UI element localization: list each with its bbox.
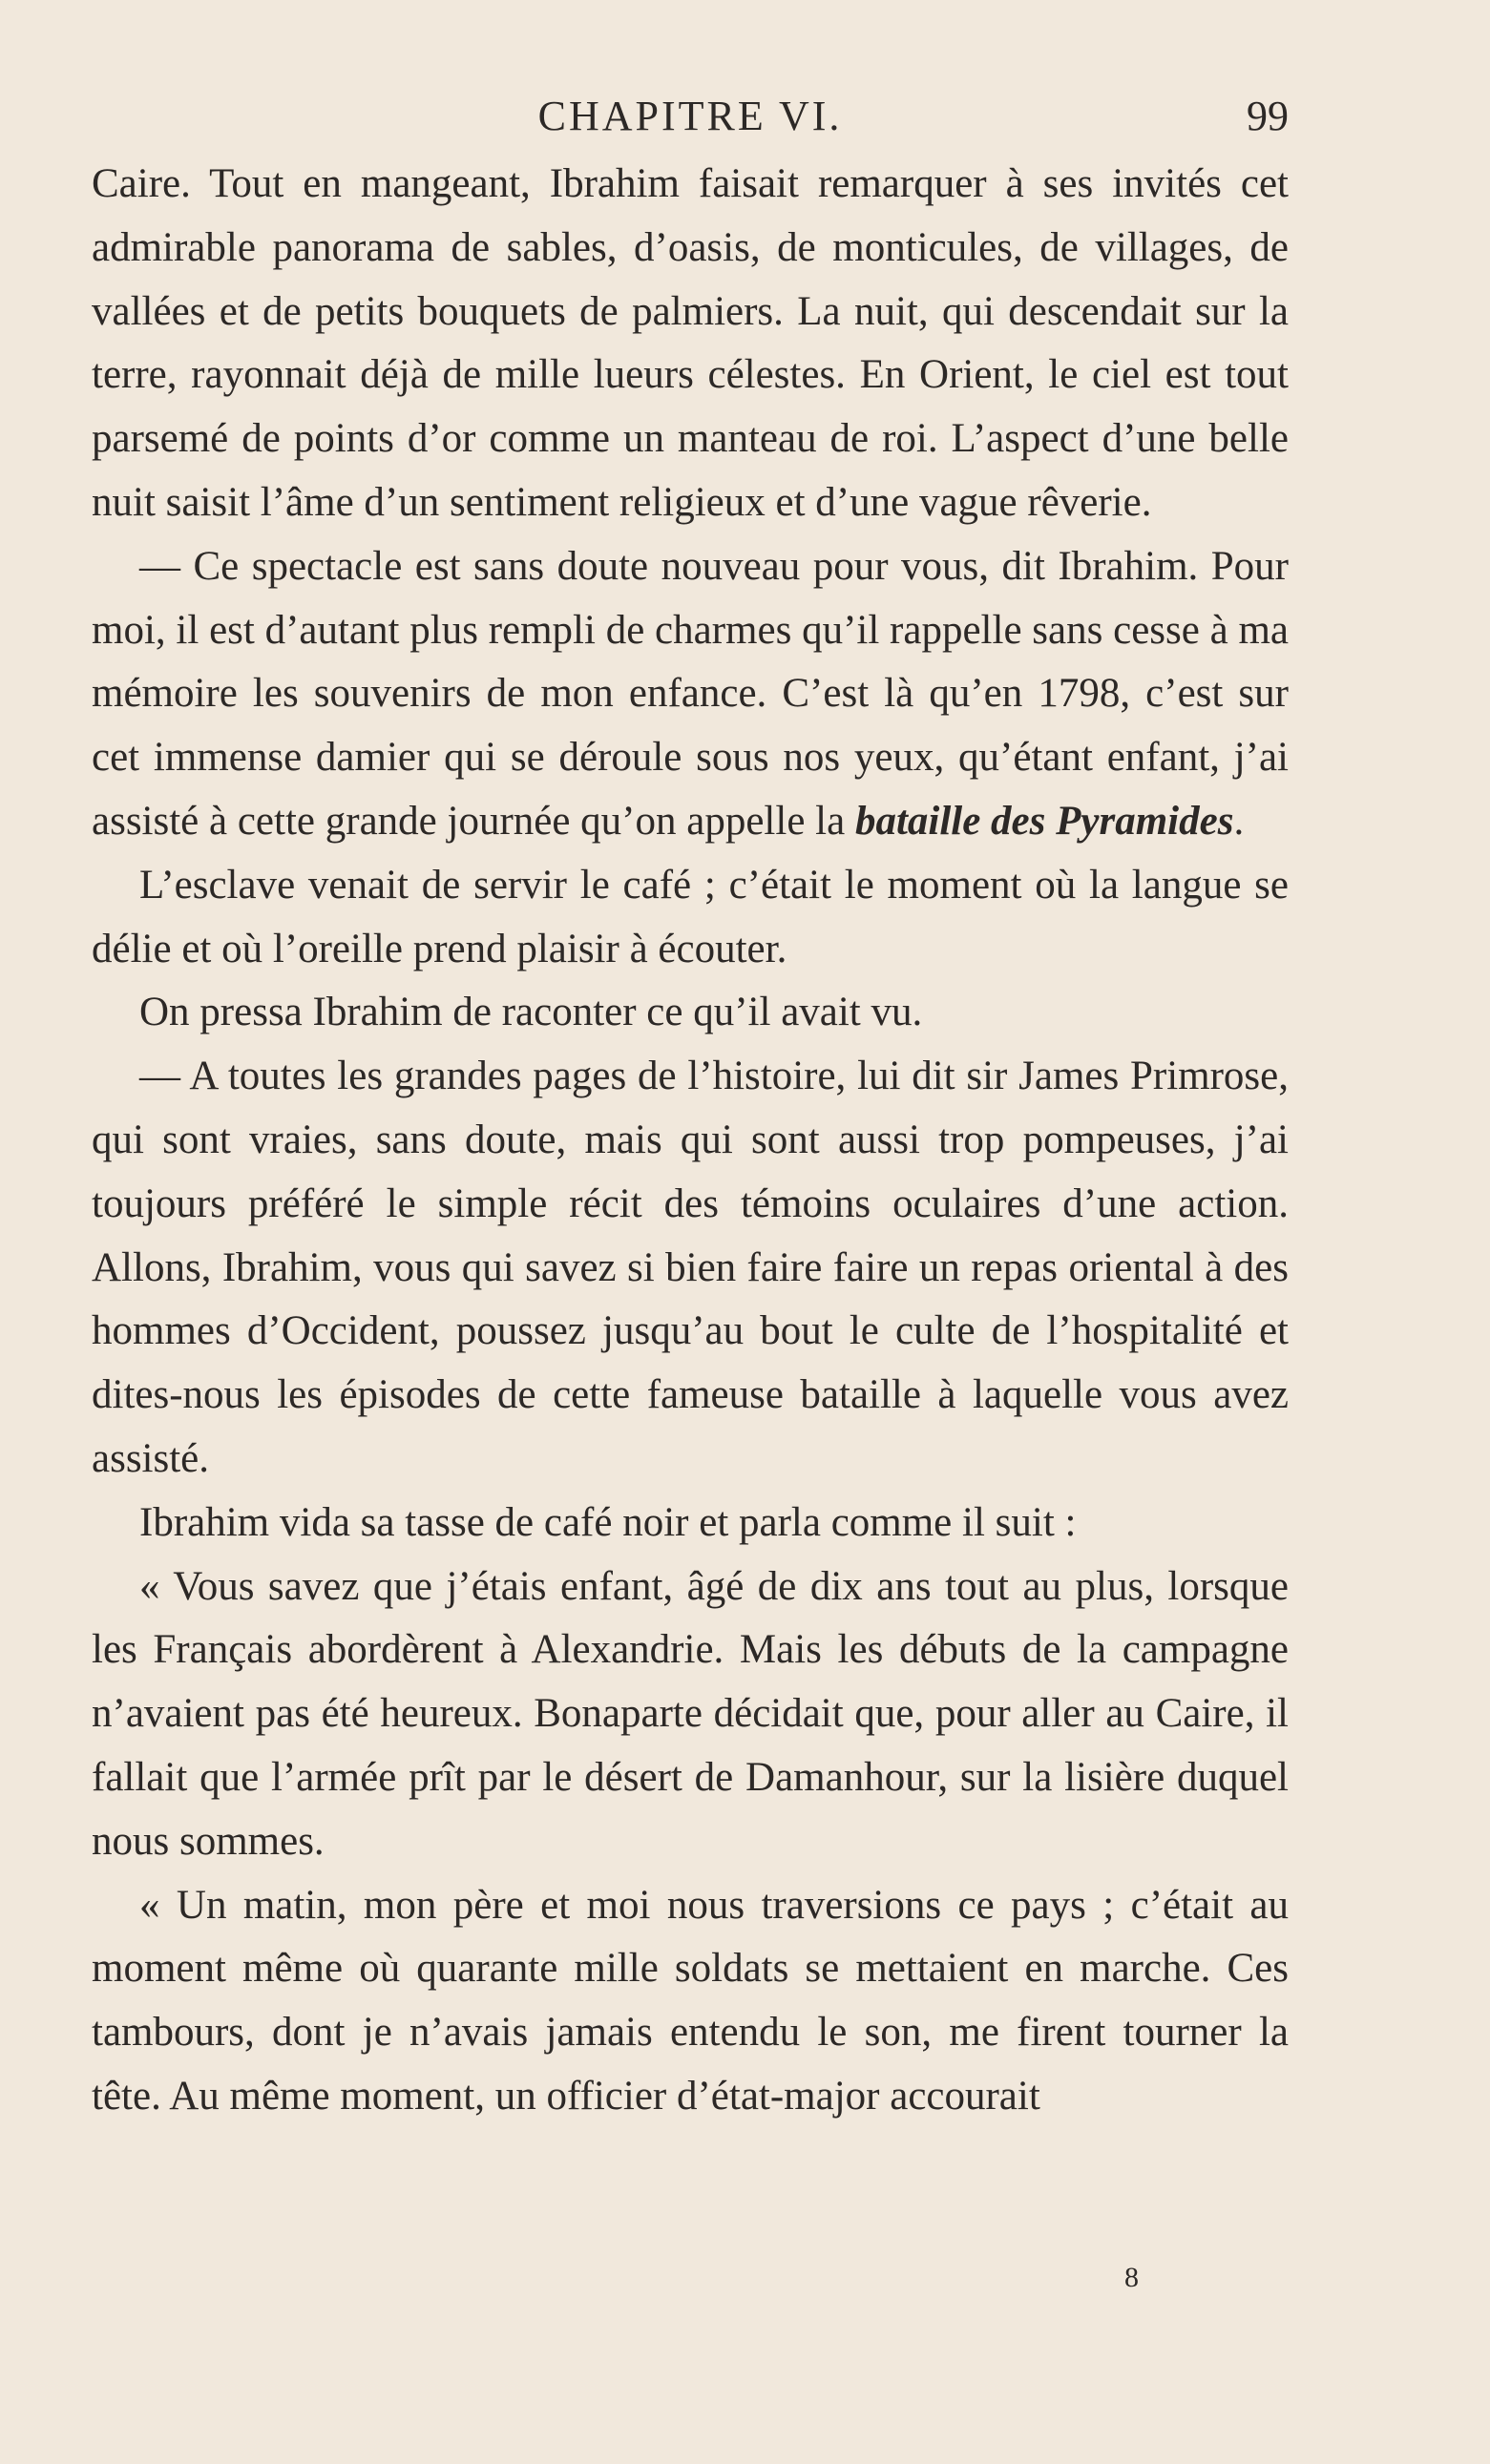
paragraph: « Vous savez que j’étais enfant, âgé de dix ans tout au plus, lorsque les Français abordèrent à Alexandrie. Mais les débuts de la campagne n’avaient pas été heureux. Bonaparte décidait que, pour aller au Caire, il fallait que l’armée prît par le désert de Damanhour, sur la lisière duquel nous sommes. (92, 1563, 1289, 1864)
page-body (92, 153, 1289, 2129)
paragraph: Ibrahim vida sa tasse de café noir et parla comme il suit : (139, 1499, 1077, 1545)
page-number: 99 (1247, 93, 1289, 139)
page-header (92, 92, 1289, 139)
paragraph (92, 535, 1289, 854)
paragraph: Caire. Tout en mangeant, Ibrahim faisait remarquer à ses invités cet admirable panorama de sables, d’oasis, de monticules, de villages, de vallées et de petits bouquets de palmiers. La nuit, qui descendait sur la terre, rayonnait déjà de mille lueurs célestes. En Orient, le ciel est tout parsemé de points d’or comme un manteau de roi. L’aspect d’une belle nuit saisit l’âme d’un sentiment religieux et d’une vague rêverie. (92, 161, 1289, 525)
paragraph-tail: . (1233, 798, 1245, 844)
emphasis-text: bataille des Pyramides (854, 798, 1234, 844)
paragraph: On pressa Ibrahim de raconter ce qu’il avait vu. (139, 990, 923, 1035)
paragraph-text: — Ce spectacle est sans doute nouveau pour vous, dit Ibrahim. Pour moi, il est d’autant plus rempli de charmes qu’il rappelle sans cesse à ma mémoire les souvenirs de mon enfance. C’est là qu’en 1798, c’est sur cet immense damier qui se déroule sous nos yeux, qu’étant enfant, j’ai assisté à cette grande journée qu’on appelle la (92, 543, 1289, 844)
signature-mark: 8 (1124, 2262, 1139, 2293)
running-title: CHAPITRE VI. (537, 93, 843, 139)
paragraph: « Un matin, mon père et moi nous traversions ce pays ; c’était au moment même où quarante mille soldats se mettaient en marche. Ces tambours, dont je n’avais jamais entendu le son, me firent tourner la tête. Au même moment, un officier d’état-major accourait (92, 1882, 1289, 2119)
paragraph: L’esclave venait de servir le café ; c’était le moment où la langue se délie et où l’oreille prend plaisir à écouter. (92, 862, 1289, 971)
paragraph: — A toutes les grandes pages de l’histoire, lui dit sir James Primrose, qui sont vraies, sans doute, mais qui sont aussi trop pompeuses, j’ai toujours préféré le simple récit des témoins oculaires d’une action. Allons, Ibrahim, vous qui savez si bien faire faire un repas oriental à des hommes d’Occident, poussez jusqu’au bout le culte de l’hospitalité et dites-nous les épisodes de cette fameuse bataille à laquelle vous avez assisté. (92, 1054, 1289, 1481)
